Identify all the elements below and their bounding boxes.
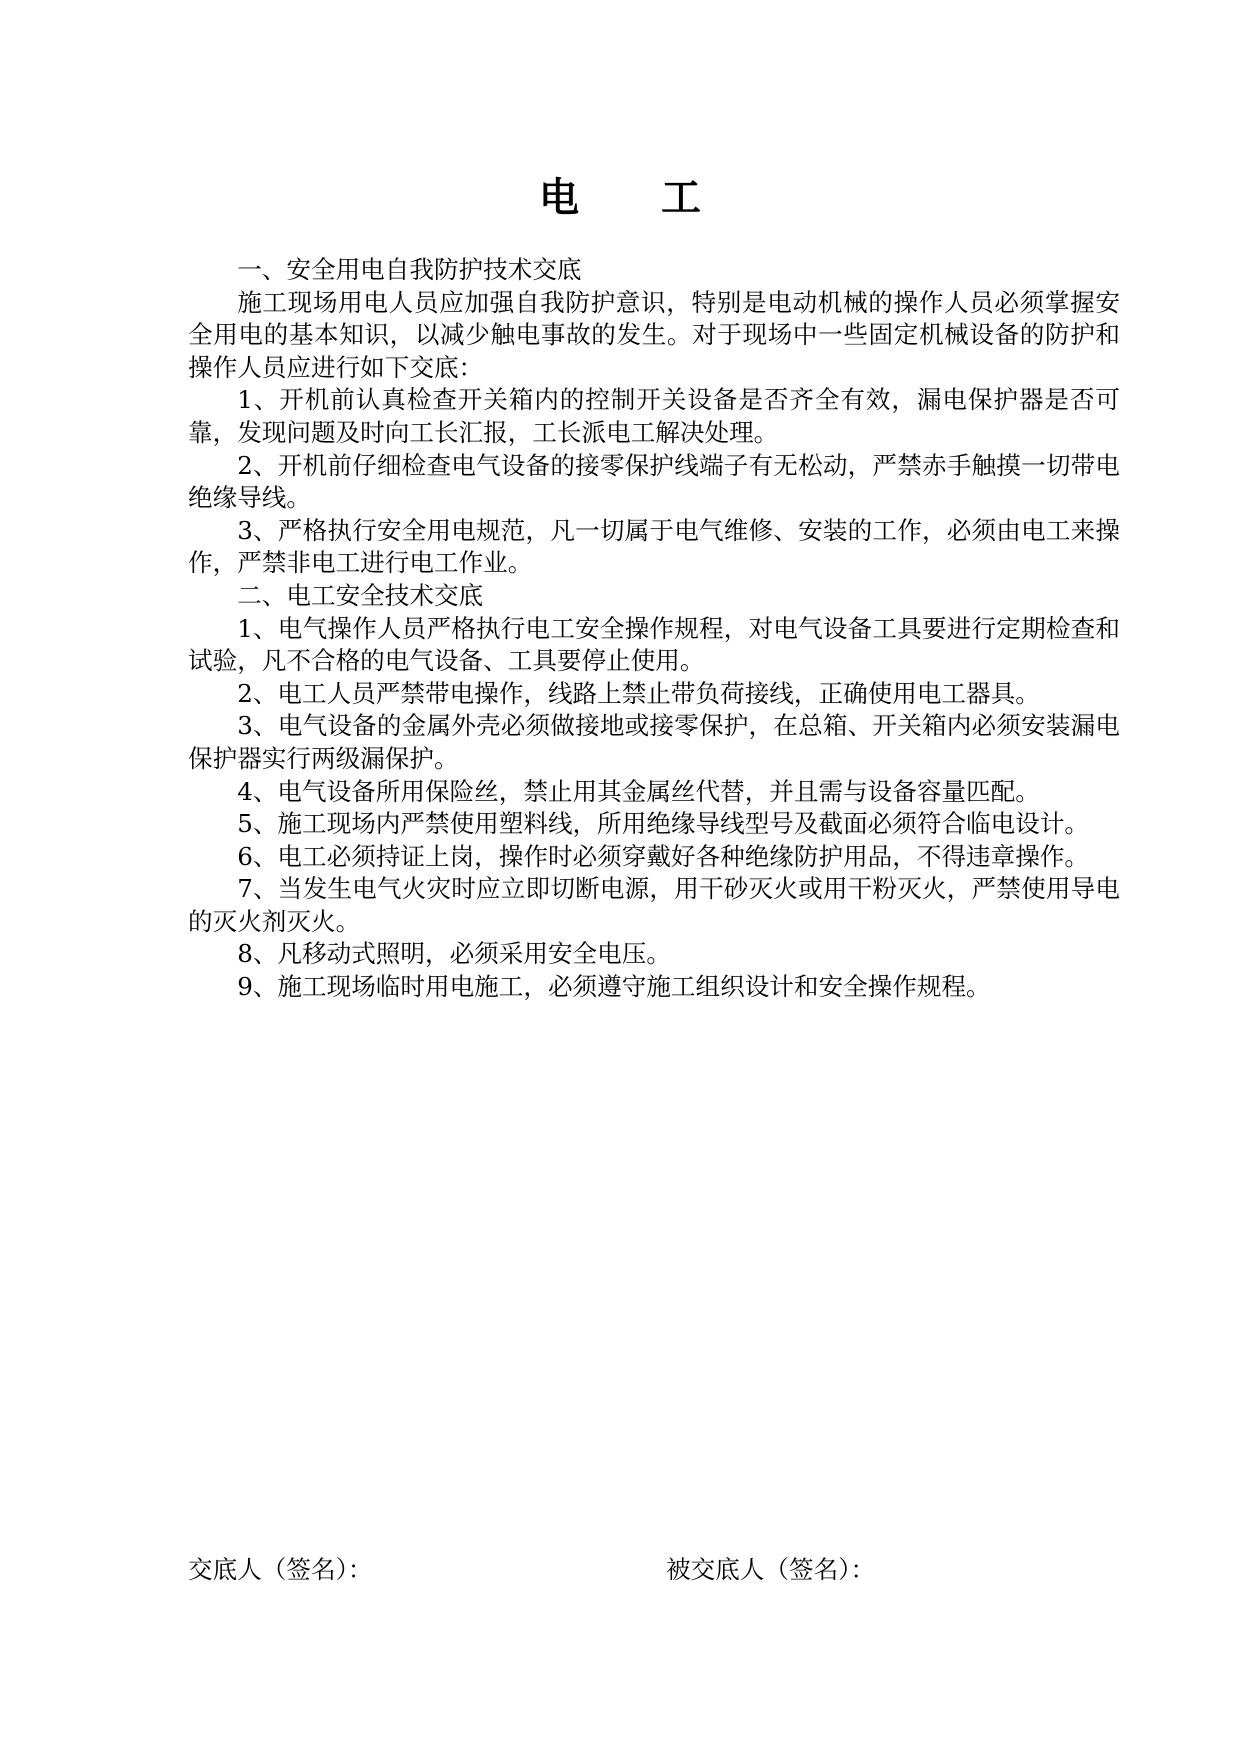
document-title: 电 工 <box>539 174 735 221</box>
discloser-signature-label: 交底人（签名）： <box>188 1555 373 1584</box>
recipient-signature-label: 被交底人（签名）： <box>666 1555 876 1584</box>
safety-item-2: 2、电工人员严禁带电操作，线路上禁止带负荷接线，正确使用电工器具。 <box>237 678 1040 708</box>
protection-item-1: 1、开机前认真检查开关箱内的控制开关设备是否齐全有效，漏电保护器是否可靠，发现问题及时向工长汇报，工长派电工解决处理。 <box>188 385 1120 447</box>
section-heading-2: 二、电工安全技术交底 <box>237 580 484 610</box>
intro-paragraph: 施工现场用电人员应加强自我防护意识，特别是电动机械的操作人员必须掌握安全用电的基本知识，以减少触电事故的发生。对于现场中一些固定机械设备的防护和操作人员应进行如下交底： <box>188 287 1120 382</box>
document-body <box>188 254 1120 1004</box>
safety-item-4: 4、电气设备所用保险丝，禁止用其金属丝代替，并且需与设备容量匹配。 <box>237 776 1040 806</box>
safety-item-7: 7、当发生电气火灾时应立即切断电源，用干砂灭火或用干粉灭火，严禁使用导电的灭火剂灭火。 <box>188 874 1120 936</box>
safety-item-8: 8、凡移动式照明，必须采用安全电压。 <box>237 939 671 969</box>
section-heading-1: 一、安全用电自我防护技术交底 <box>237 255 582 284</box>
safety-item-3: 3、电气设备的金属外壳必须做接地或接零保护，在总箱、开关箱内必须安装漏电保护器实行两级漏保护。 <box>188 711 1120 773</box>
protection-item-2: 2、开机前仔细检查电气设备的接零保护线端子有无松动，严禁赤手触摸一切带电绝缘导线。 <box>188 450 1120 513</box>
safety-item-5: 5、施工现场内严禁使用塑料线，所用绝缘导线型号及截面必须符合临电设计。 <box>237 809 1090 839</box>
safety-item-6: 6、电工必须持证上岗，操作时必须穿戴好各种绝缘防护用品，不得违章操作。 <box>237 841 1090 871</box>
protection-item-3: 3、严格执行安全用电规范，凡一切属于电气维修、安装的工作，必须由电工来操作，严禁非电工进行电工作业。 <box>188 515 1120 578</box>
safety-item-9: 9、施工现场临时用电施工，必须遵守施工组织设计和安全操作规程。 <box>237 972 991 1002</box>
safety-item-1: 1、电气操作人员严格执行电工安全操作规程，对电气设备工具要进行定期检查和试验，凡不合格的电气设备、工具要停止使用。 <box>188 613 1120 676</box>
